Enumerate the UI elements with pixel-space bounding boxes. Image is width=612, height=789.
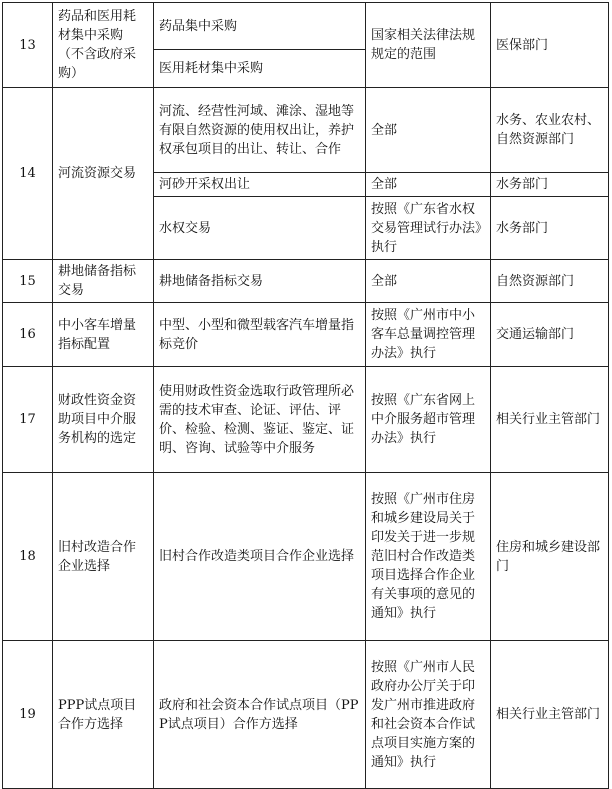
item-cell: 使用财政性资金选取行政管理所必需的技术审查、论证、评估、评价、检验、检测、鉴证、鉴定、证明、咨询、试验等中介服务 — [154, 367, 366, 473]
table-row — [3, 260, 609, 303]
category-cell: 中小客车增量指标配置 — [53, 303, 154, 367]
item-cell: 医用耗材集中采购 — [154, 50, 366, 88]
scope-cell: 国家相关法律法规规定的范围 — [366, 3, 491, 88]
table-row — [3, 303, 609, 367]
scope-cell: 按照《广州市住房和城乡建设局关于印发关于进一步规范旧村合作改造类项目选择合作企业有关事项的意见的通知》执行 — [366, 473, 491, 641]
table-row — [3, 3, 609, 50]
dept-cell: 医保部门 — [491, 3, 609, 88]
dept-cell: 水务部门 — [491, 173, 609, 197]
scope-cell: 按照《广州市人民政府办公厅关于印发广州市推进政府和社会资本合作试点项目实施方案的通知》执行 — [366, 641, 491, 789]
scope-cell: 全部 — [366, 260, 491, 303]
scope-cell: 按照《广州市中小客车总量调控管理办法》执行 — [366, 303, 491, 367]
dept-cell: 相关行业主管部门 — [491, 641, 609, 789]
item-cell: 政府和社会资本合作试点项目（PPP试点项目）合作方选择 — [154, 641, 366, 789]
item-cell: 河砂开采权出让 — [154, 173, 366, 197]
dept-cell: 住房和城乡建设部门 — [491, 473, 609, 641]
category-cell: 河流资源交易 — [53, 88, 154, 260]
row-number: 14 — [3, 88, 53, 260]
item-cell: 水权交易 — [154, 197, 366, 260]
row-number: 15 — [3, 260, 53, 303]
table-row — [3, 88, 609, 173]
row-number: 13 — [3, 3, 53, 88]
dept-cell: 相关行业主管部门 — [491, 367, 609, 473]
scope-cell: 按照《广东省网上中介服务超市管理办法》执行 — [366, 367, 491, 473]
regulation-table — [2, 2, 609, 789]
category-cell: 药品和医用耗材集中采购（不含政府采购） — [53, 3, 154, 88]
row-number: 16 — [3, 303, 53, 367]
category-cell: 耕地储备指标交易 — [53, 260, 154, 303]
scope-cell: 全部 — [366, 88, 491, 173]
scope-cell: 按照《广东省水权交易管理试行办法》执行 — [366, 197, 491, 260]
item-cell: 药品集中采购 — [154, 3, 366, 50]
row-number: 19 — [3, 641, 53, 789]
category-cell: 财政性资金资助项目中介服务机构的选定 — [53, 367, 154, 473]
item-cell: 耕地储备指标交易 — [154, 260, 366, 303]
table-row — [3, 641, 609, 789]
row-number: 17 — [3, 367, 53, 473]
dept-cell: 水务、农业农村、自然资源部门 — [491, 88, 609, 173]
category-cell: PPP试点项目合作方选择 — [53, 641, 154, 789]
dept-cell: 水务部门 — [491, 197, 609, 260]
item-cell: 河流、经营性河域、滩涂、湿地等有限自然资源的使用权出让，养护权承包项目的出让、转让、合作 — [154, 88, 366, 173]
category-cell: 旧村改造合作企业选择 — [53, 473, 154, 641]
table-row — [3, 367, 609, 473]
row-number: 18 — [3, 473, 53, 641]
item-cell: 旧村合作改造类项目合作企业选择 — [154, 473, 366, 641]
dept-cell: 自然资源部门 — [491, 260, 609, 303]
table-row — [3, 473, 609, 641]
dept-cell: 交通运输部门 — [491, 303, 609, 367]
scope-cell: 全部 — [366, 173, 491, 197]
item-cell: 中型、小型和微型载客汽车增量指标竞价 — [154, 303, 366, 367]
